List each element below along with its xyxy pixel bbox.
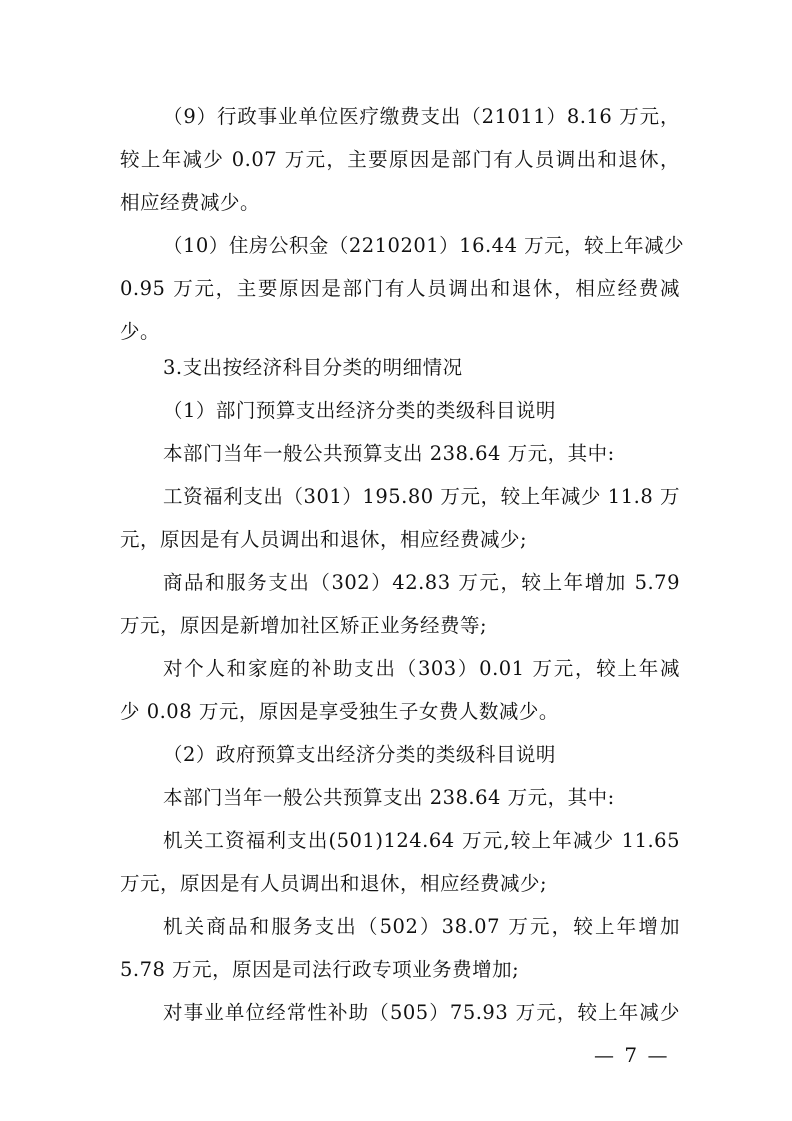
paragraph-line: 元，原因是有人员调出和退休，相应经费减少; bbox=[120, 528, 528, 551]
paragraph-line: 少。 bbox=[120, 320, 161, 343]
subsection-heading: （2）政府预算支出经济分类的类级科目说明 bbox=[163, 743, 556, 766]
subsection-heading: （1）部门预算支出经济分类的类级科目说明 bbox=[163, 399, 556, 422]
paragraph-line: 商品和服务支出（302）42.83 万元，较上年增加 5.79 bbox=[163, 571, 680, 594]
paragraph-line: 对个人和家庭的补助支出（303）0.01 万元，较上年减 bbox=[163, 657, 680, 680]
paragraph-line: 万元，原因是新增加社区矫正业务经费等; bbox=[120, 614, 488, 637]
paragraph-line: 本部门当年一般公共预算支出 238.64 万元，其中: bbox=[163, 786, 615, 809]
paragraph-line: 对事业单位经常性补助（505）75.93 万元，较上年减少 bbox=[163, 1001, 680, 1024]
paragraph-line: 相应经费减少。 bbox=[120, 191, 261, 214]
paragraph-line: 较上年减少 0.07 万元，主要原因是部门有人员调出和退休， bbox=[120, 148, 680, 171]
paragraph-line: 机关工资福利支出(501)124.64 万元,较上年减少 11.65 bbox=[163, 829, 680, 852]
paragraph-line: （9）行政事业单位医疗缴费支出（21011）8.16 万元， bbox=[163, 105, 680, 128]
paragraph-line: 本部门当年一般公共预算支出 238.64 万元，其中: bbox=[163, 442, 615, 465]
section-heading: 3.支出按经济科目分类的明细情况 bbox=[163, 356, 463, 379]
paragraph-line: 万元，原因是有人员调出和退休，相应经费减少; bbox=[120, 872, 548, 895]
paragraph-line: 5.78 万元，原因是司法行政专项业务费增加; bbox=[120, 958, 520, 981]
paragraph-line: 少 0.08 万元，原因是享受独生子女费人数减少。 bbox=[120, 700, 559, 723]
paragraph-line: 工资福利支出（301）195.80 万元，较上年减少 11.8 万 bbox=[163, 485, 680, 508]
page-number: — 7 — bbox=[594, 1043, 670, 1067]
paragraph-line: 0.95 万元，主要原因是部门有人员调出和退休，相应经费减 bbox=[120, 277, 680, 300]
paragraph-line: 机关商品和服务支出（502）38.07 万元，较上年增加 bbox=[163, 915, 680, 938]
paragraph-line: （10）住房公积金（2210201）16.44 万元，较上年减少 bbox=[163, 234, 685, 257]
